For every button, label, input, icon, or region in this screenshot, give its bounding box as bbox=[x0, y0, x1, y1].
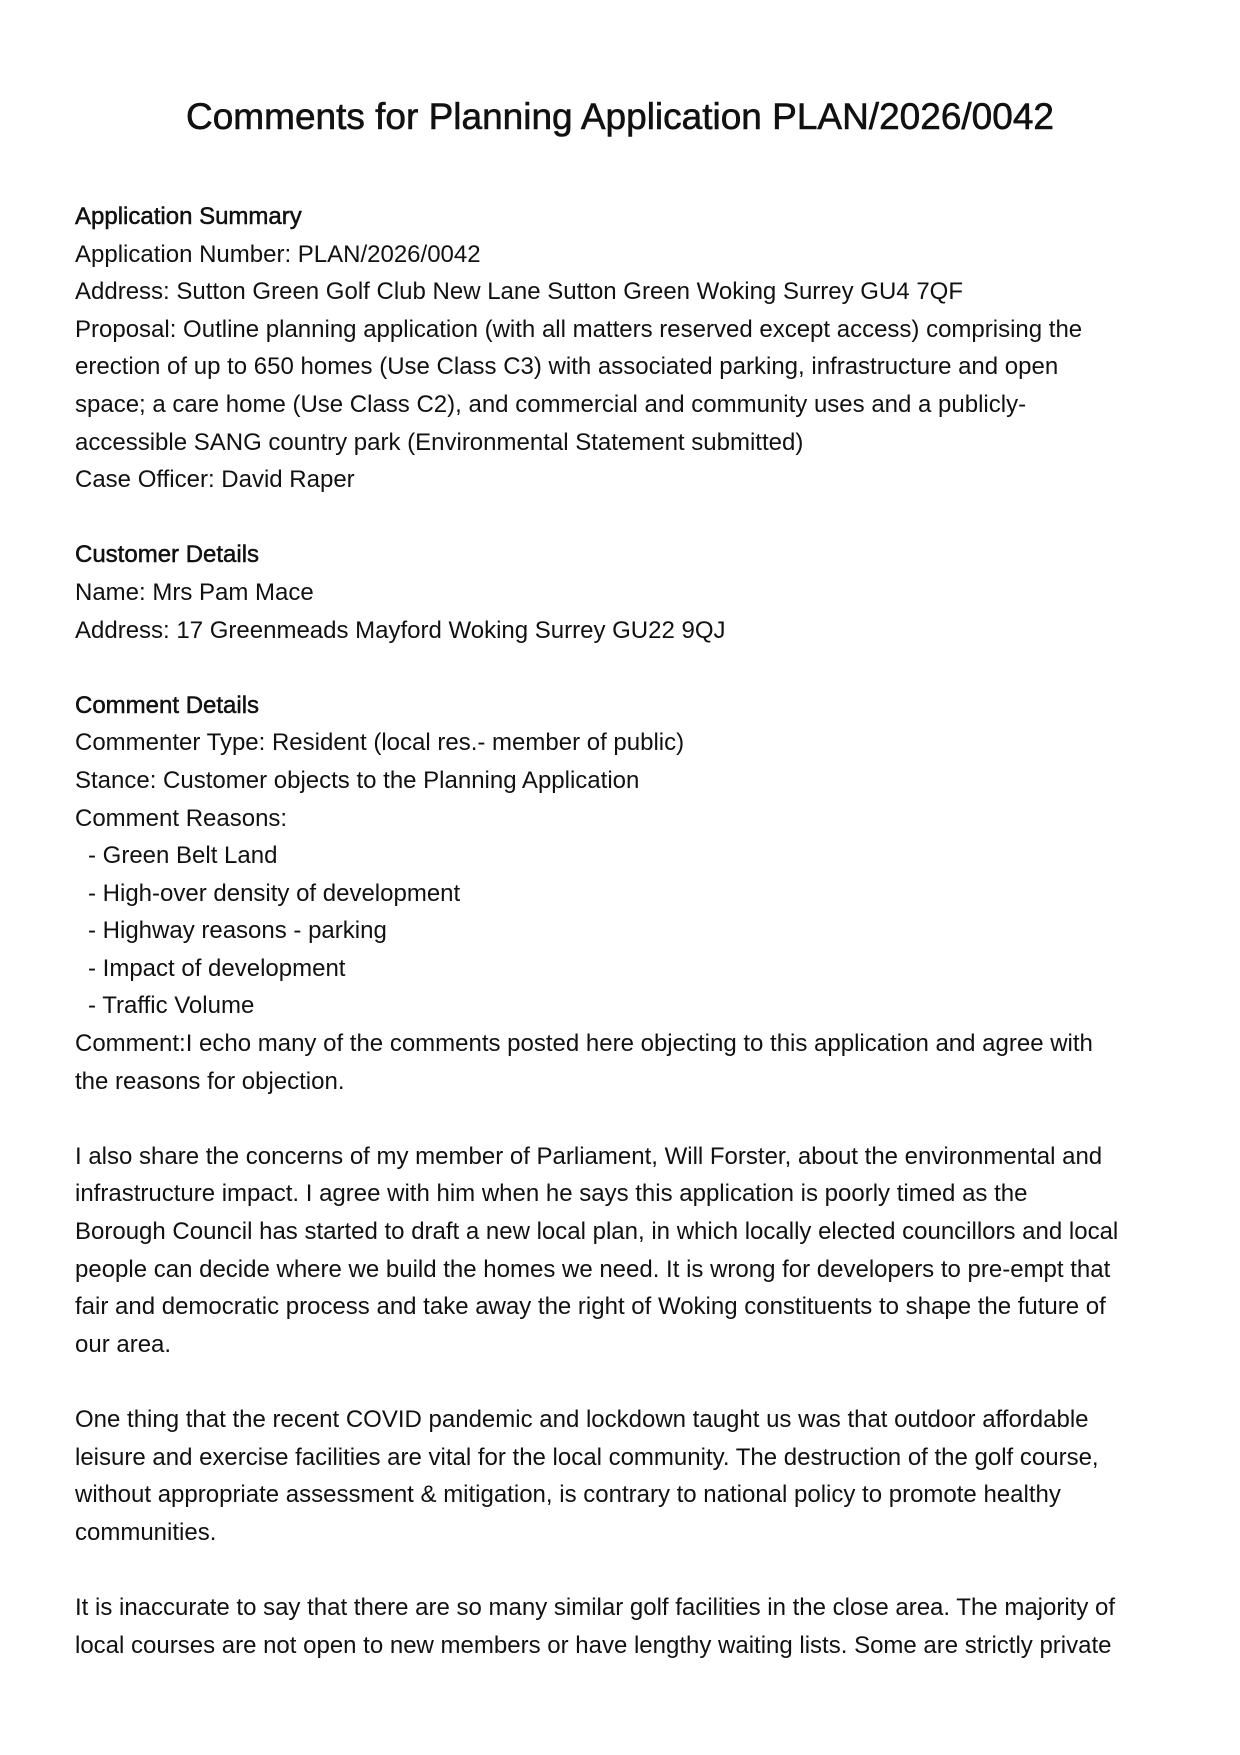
paragraph-line: leisure and exercise facilities are vital for the local community. The destruction of the golf course, bbox=[75, 1443, 1099, 1471]
document-body bbox=[75, 198, 1175, 1664]
paragraph-line: fair and democratic process and take away the right of Woking constituents to shape the future of bbox=[75, 1293, 1106, 1321]
comment-reason-item: - High-over density of development bbox=[88, 879, 461, 907]
paragraph-line: One thing that the recent COVID pandemic and lockdown taught us was that outdoor affordable bbox=[75, 1406, 1089, 1433]
case-officer: Case Officer: David Raper bbox=[75, 466, 355, 494]
comment-reason-item: - Highway reasons - parking bbox=[88, 917, 387, 945]
paragraph-line: I also share the concerns of my member of Parliament, Will Forster, about the environmental and bbox=[75, 1142, 1103, 1170]
spacer bbox=[75, 1363, 1175, 1401]
spacer bbox=[75, 1551, 1175, 1589]
comment-reason-item: - Green Belt Land bbox=[88, 842, 278, 870]
paragraph-line: people can decide where we build the homes we need. It is wrong for developers to pre-empt that bbox=[75, 1255, 1111, 1283]
application-address: Address: Sutton Green Golf Club New Lane Sutton Green Woking Surrey GU4 7QF bbox=[75, 278, 963, 306]
application-number: Application Number: PLAN/2026/0042 bbox=[75, 240, 481, 268]
paragraph-line: without appropriate assessment & mitigation, is contrary to national policy to promote healthy bbox=[75, 1481, 1061, 1509]
page-title: Comments for Planning Application PLAN/2026/0042 bbox=[186, 96, 1054, 137]
proposal-line: erection of up to 650 homes (Use Class C3) with associated parking, infrastructure and open bbox=[75, 353, 1059, 381]
comment-details-section bbox=[75, 687, 1175, 1664]
proposal-line: space; a care home (Use Class C2), and commercial and community uses and a publicly- bbox=[75, 390, 1027, 418]
paragraph-line: Borough Council has started to draft a new local plan, in which locally elected councillors and local bbox=[75, 1218, 1119, 1246]
spacer bbox=[75, 649, 1175, 687]
comment-paragraph-2 bbox=[75, 1138, 1175, 1364]
comment-paragraph-4 bbox=[75, 1589, 1175, 1664]
spacer bbox=[75, 1100, 1175, 1138]
application-summary-section bbox=[75, 198, 1175, 499]
commenter-type: Commenter Type: Resident (local res.- member of public) bbox=[75, 729, 685, 757]
comment-reason-item: - Impact of development bbox=[88, 954, 346, 982]
comment-reason-item: - Traffic Volume bbox=[88, 992, 255, 1020]
customer-details-section bbox=[75, 536, 1175, 649]
customer-address: Address: 17 Greenmeads Mayford Woking Surrey GU22 9QJ bbox=[75, 616, 726, 644]
paragraph-line: our area. bbox=[75, 1330, 172, 1358]
customer-name: Name: Mrs Pam Mace bbox=[75, 578, 314, 606]
proposal-line: accessible SANG country park (Environmental Statement submitted) bbox=[75, 428, 804, 456]
paragraph-line: It is inaccurate to say that there are so many similar golf facilities in the close area. The majority of bbox=[75, 1593, 1116, 1621]
customer-details-heading: Customer Details bbox=[75, 541, 260, 569]
proposal-line: Proposal: Outline planning application (with all matters reserved except access) comprising the bbox=[75, 315, 1083, 343]
comment-paragraph-3 bbox=[75, 1401, 1175, 1551]
application-summary-heading: Application Summary bbox=[75, 203, 302, 230]
paragraph-line: local courses are not open to new members or have lengthy waiting lists. Some are strictly private bbox=[75, 1631, 1112, 1659]
spacer bbox=[75, 499, 1175, 537]
stance: Stance: Customer objects to the Planning Application bbox=[75, 766, 640, 794]
comment-details-heading: Comment Details bbox=[75, 691, 260, 719]
paragraph-line: communities. bbox=[75, 1518, 217, 1546]
comment-text-line: the reasons for objection. bbox=[75, 1067, 345, 1095]
comment-text-line: Comment:I echo many of the comments posted here objecting to this application and agree with bbox=[75, 1030, 1093, 1058]
paragraph-line: infrastructure impact. I agree with him when he says this application is poorly timed as the bbox=[75, 1180, 1028, 1208]
comment-reasons-label: Comment Reasons: bbox=[75, 804, 288, 832]
